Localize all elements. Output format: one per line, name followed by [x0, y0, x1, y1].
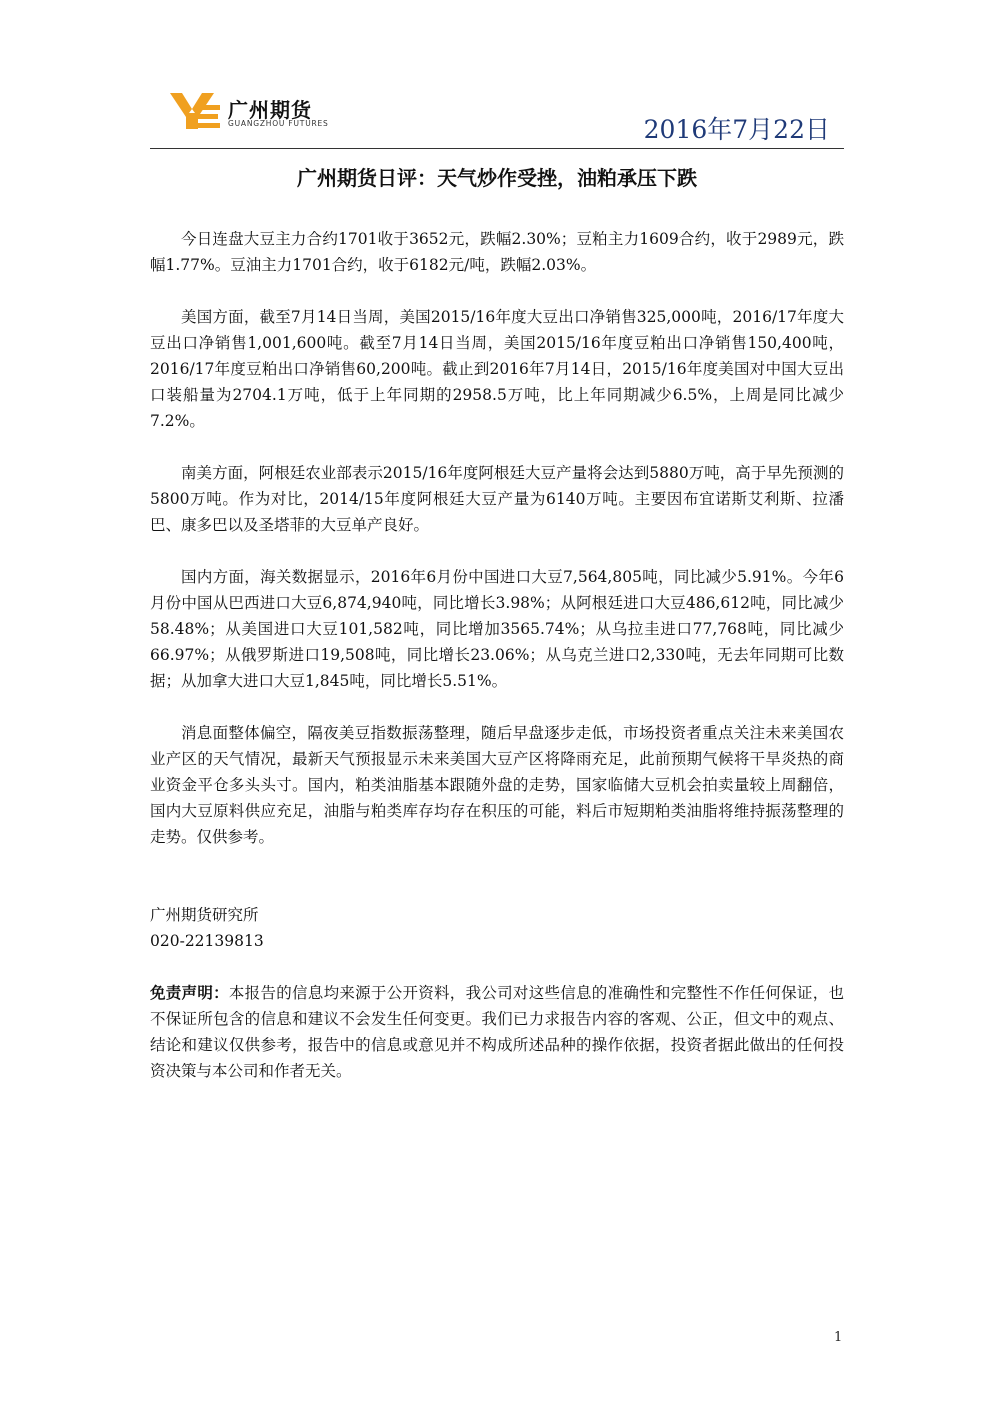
report-date: 2016年7月22日	[643, 115, 830, 144]
report-title: 广州期货日评：天气炒作受挫，油粕承压下跌	[297, 166, 697, 190]
contact-phone: 020-22139813	[150, 932, 264, 950]
disclaimer-label: 免责声明：	[150, 984, 229, 1002]
page-header	[150, 86, 844, 149]
disclaimer-text: 本报告的信息均来源于公开资料，我公司对这些信息的准确性和完整性不作任何保证，也不保证所包含的信息和建议不会发生任何变更。我们已力求报告内容的客观、公正，但文中的观点、结论和建议仅供参考，报告中的信息或意见并不构成所述品种的操作依据，投资者据此做出的任何投资决策与本公司和作者无关。	[150, 984, 844, 1080]
paragraph-outlook: 消息面整体偏空，隔夜美豆指数振荡整理，随后早盘逐步走低，市场投资者重点关注未来美国农业产区的天气情况，最新天气预报显示未来美国大豆产区将降雨充足，此前预期气候将干旱炎热的商业资金平仓多头头寸。国内，粕类油脂基本跟随外盘的走势，国家临储大豆机会拍卖量较上周翻倍，国内大豆原料供应充足，油脂与粕类库存均存在积压的可能，料后市短期粕类油脂将维持振荡整理的走势。仅供参考。	[150, 724, 844, 846]
contact-block	[150, 902, 844, 954]
paragraph-market-close: 今日连盘大豆主力合约1701收于3652元，跌幅2.30%；豆粕主力1609合约，收于2989元，跌幅1.77%。豆油主力1701合约，收于6182元/吨，跌幅2.03%。	[150, 230, 844, 274]
disclaimer	[150, 980, 844, 1084]
paragraph-south-america: 南美方面，阿根廷农业部表示2015/16年度阿根廷大豆产量将会达到5880万吨，高于早先预测的5800万吨。作为对比，2014/15年度阿根廷大豆产量为6140万吨。主要因布宜诺斯艾利斯、拉潘巴、康多巴以及圣塔菲的大豆单产良好。	[150, 464, 844, 534]
logo-name-en: GUANGZHOU FUTURES	[228, 119, 329, 128]
page-number: 1	[834, 1330, 843, 1345]
logo-mark-icon	[170, 91, 222, 131]
paragraph-domestic-imports: 国内方面，海关数据显示，2016年6月份中国进口大豆7,564,805吨，同比减少5.91%。今年6月份中国从巴西进口大豆6,874,940吨，同比增长3.98%；从阿根廷进口大豆486,612吨，同比减少58.48%；从美国进口大豆101,582吨，同比增加3565.74%；从乌拉圭进口77,768吨，同比减少66.97%；从俄罗斯进口19,508吨，同比增长23.06%；从乌克兰进口2,330吨，无去年同期可比数据；从加拿大进口大豆1,845吨，同比增长5.51%。	[150, 568, 844, 690]
research-institute: 广州期货研究所	[150, 906, 259, 924]
paragraph-us-exports: 美国方面，截至7月14日当周，美国2015/16年度大豆出口净销售325,000吨，2016/17年度大豆出口净销售1,001,600吨。截至7月14日当周，美国2015/16年度豆粕出口净销售150,400吨，2016/17年度豆粕出口净销售60,200吨。截止到2016年7月14日，2015/16年度美国对中国大豆出口装船量为2704.1万吨，低于上年同期的2958.5万吨，比上年同期减少6.5%，上周是同比减少7.2%。	[150, 308, 844, 430]
logo-name-cn: 广州期货	[228, 98, 312, 122]
report-body	[150, 226, 844, 876]
company-logo	[170, 91, 340, 133]
